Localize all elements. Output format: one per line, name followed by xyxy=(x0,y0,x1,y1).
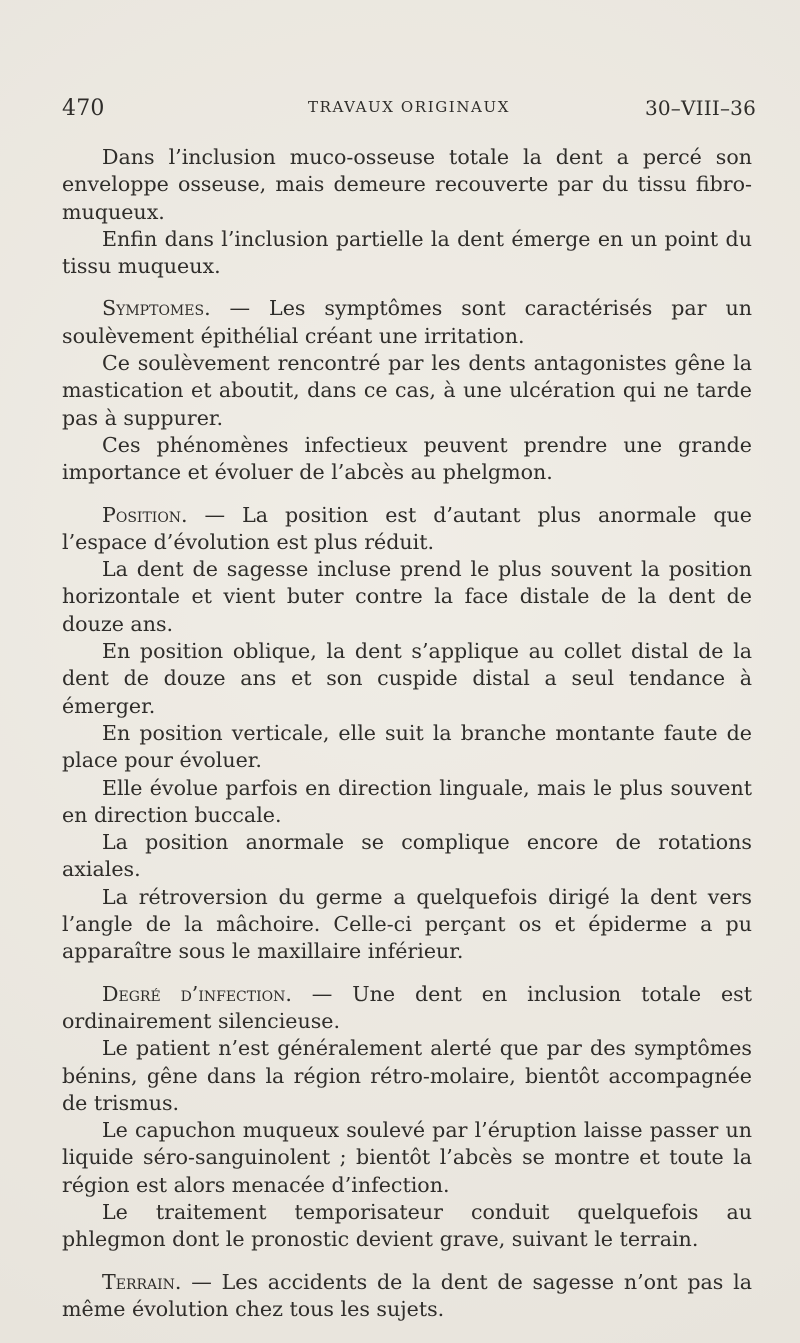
section-terrain xyxy=(62,1269,752,1324)
running-title: TRAVAUX ORIGINAUX xyxy=(307,98,511,116)
section-position xyxy=(62,502,752,557)
paragraph: Le capuchon muqueux soulevé par l’éruption laisse passer un liquide séro-sanguinolent ; bientôt l’abcès se montre et toute la région est alors menacée d’infection. xyxy=(62,1118,752,1197)
paragraph: Enfin dans l’inclusion partielle la dent émerge en un point du tissu muqueux. xyxy=(62,226,752,279)
paragraph: La dent de sagesse incluse prend le plus souvent la position horizontale et vient buter contre la face distale de la dent de douze ans. xyxy=(62,557,752,636)
section-heading: Terrain. xyxy=(102,1269,182,1294)
section-heading: Degré d’infection. xyxy=(102,981,292,1006)
paragraph: La rétroversion du germe a quelquefois dirigé la dent vers l’angle de la mâchoire. Celle-ci perçant os et épiderme a pu apparaître sous le maxillaire inférieur. xyxy=(62,884,752,964)
paragraph: En position verticale, elle suit la branche montante faute de place pour évoluer. xyxy=(62,720,752,773)
paragraph: Elle évolue parfois en direction linguale, mais le plus souvent en direction buccale. xyxy=(62,775,752,827)
section-text: — Les accidents de la dent de sagesse n’ont pas la même évolution chez tous les sujets. xyxy=(62,1269,752,1321)
page-number: 470 xyxy=(62,96,105,121)
paragraph: La position anormale se complique encore de rotations axiales. xyxy=(62,830,752,882)
paragraph: Ces phénomènes infectieux peuvent prendre une grande importance et évoluer de l’abcès au phelgmon. xyxy=(62,432,752,485)
running-head xyxy=(62,96,756,126)
section-text: — Les symptômes sont caractérisés par un soulèvement épithélial créant une irritation. xyxy=(62,296,752,348)
body-text xyxy=(62,144,752,1323)
section-symptomes xyxy=(62,295,752,350)
date-reference: 30–VIII–36 xyxy=(644,96,756,120)
section-heading: Symptomes. xyxy=(102,296,211,321)
section-text: — Une dent en inclusion totale est ordinairement silencieuse. xyxy=(62,981,752,1033)
section-text: — La position est d’autant plus anormale que l’espace d’évolution est plus réduit. xyxy=(62,502,752,554)
section-degre-infection xyxy=(62,981,752,1036)
paragraph: Le patient n’est généralement alerté que par des symptômes bénins, gêne dans la région rétro-molaire, bientôt accompagnée de trismus. xyxy=(62,1036,752,1115)
paragraph: Ce soulèvement rencontré par les dents antagonistes gêne la mastication et aboutit, dans ce cas, à une ulcération qui ne tarde pas à suppurer. xyxy=(62,351,752,430)
paragraph: Dans l’inclusion muco-osseuse totale la dent a percé son enveloppe osseuse, mais demeure recouverte par du tissu fibro-muqueux. xyxy=(62,145,752,224)
paragraph: En position oblique, la dent s’applique au collet distal de la dent de douze ans et son cuspide distal a seul tendance à émerger. xyxy=(62,639,752,718)
paragraph: Le traitement temporisateur conduit quelquefois au phlegmon dont le pronostic devient grave, suivant le terrain. xyxy=(62,1199,752,1252)
section-heading: Position. xyxy=(102,502,188,527)
